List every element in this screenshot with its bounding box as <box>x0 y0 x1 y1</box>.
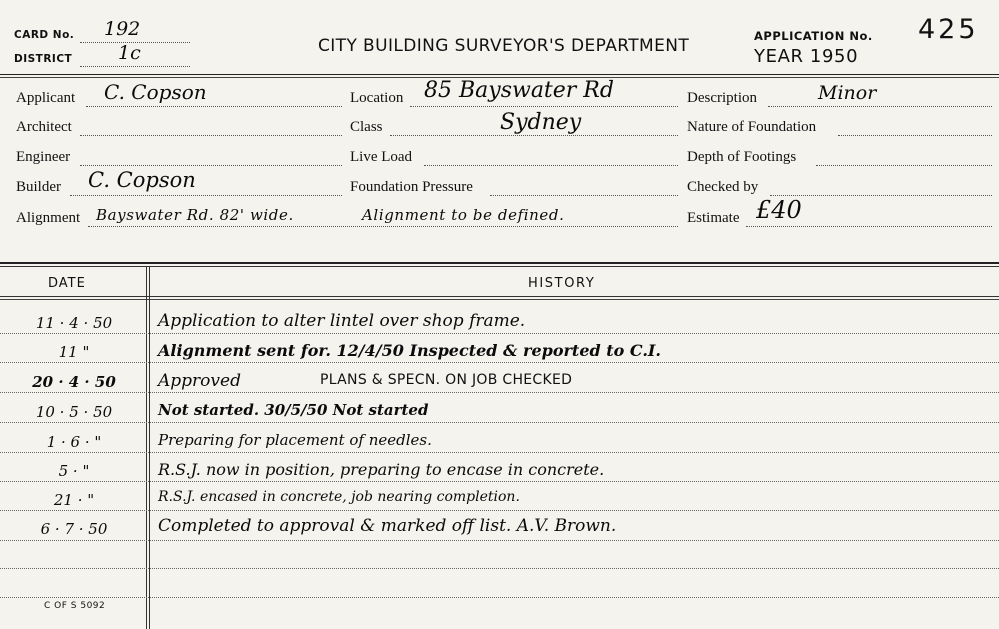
header-rule <box>0 74 999 75</box>
row-history: Not started. 30/5/50 Not started <box>158 401 429 419</box>
card-no-value: 192 <box>104 18 141 40</box>
applicant-value: C. Copson <box>104 80 207 104</box>
builder-line <box>70 195 342 196</box>
row-history: Completed to approval & marked off list. A.V. Brown. <box>158 516 617 536</box>
row-line <box>0 392 999 393</box>
form-code: C OF S 5092 <box>44 601 106 611</box>
estimate-value: £40 <box>756 196 802 224</box>
row-line <box>0 422 999 423</box>
column-divider <box>146 266 147 629</box>
district-value: 1c <box>118 42 141 64</box>
row-date: 21 · " <box>53 491 95 509</box>
footings-label: Depth of Footings <box>687 149 797 165</box>
row-history: Alignment sent for. 12/4/50 Inspected & reported to C.I. <box>158 341 661 360</box>
row-history: Approved <box>158 371 241 391</box>
row-line <box>0 481 999 482</box>
row-line <box>0 510 999 511</box>
row-date: 5 · " <box>58 462 90 480</box>
application-number: 425 <box>918 14 979 45</box>
foundation-label: Nature of Foundation <box>687 119 817 135</box>
alignment-note: Alignment to be defined. <box>362 206 565 224</box>
table-top-rule <box>0 262 999 264</box>
row-date: 1 · 6 · " <box>46 433 102 451</box>
application-label: APPLICATION No. <box>754 29 873 43</box>
estimate-line <box>746 226 992 227</box>
row-date: 10 · 5 · 50 <box>35 403 113 421</box>
row-line <box>0 540 999 541</box>
liveload-label: Live Load <box>350 149 413 165</box>
class-value: Sydney <box>500 110 582 135</box>
architect-label: Architect <box>16 119 72 135</box>
district-label: DISTRICT <box>14 53 73 65</box>
description-line <box>768 106 992 107</box>
row-history: Preparing for placement of needles. <box>158 431 432 449</box>
location-line <box>410 106 678 107</box>
applicant-line <box>86 106 342 107</box>
location-value: 85 Bayswater Rd <box>424 78 614 103</box>
row-line <box>0 597 999 598</box>
history-header: HISTORY <box>528 276 596 291</box>
column-divider-2 <box>149 266 150 629</box>
location-label: Location <box>350 90 404 106</box>
department-title: CITY BUILDING SURVEYOR'S DEPARTMENT <box>318 36 690 56</box>
class-label: Class <box>350 119 383 135</box>
pressure-line <box>490 195 678 196</box>
applicant-label: Applicant <box>16 90 76 106</box>
builder-label: Builder <box>16 179 61 195</box>
alignment-line <box>88 226 678 227</box>
plans-checked-stamp: PLANS & SPECN. ON JOB CHECKED <box>320 372 573 388</box>
description-value: Minor <box>818 82 877 104</box>
engineer-label: Engineer <box>16 149 71 165</box>
description-label: Description <box>687 90 757 106</box>
row-history: Application to alter lintel over shop frame. <box>158 311 526 331</box>
architect-line <box>80 135 342 136</box>
row-date: 6 · 7 · 50 <box>40 520 108 538</box>
year-label: YEAR 1950 <box>754 46 859 67</box>
row-date: 20 · 4 · 50 <box>32 373 116 391</box>
card-no-label: CARD No. <box>14 29 75 41</box>
row-date: 11 " <box>58 343 90 361</box>
class-line <box>390 135 678 136</box>
row-line <box>0 568 999 569</box>
row-history: R.S.J. now in position, preparing to encase in concrete. <box>158 460 605 479</box>
row-history: R.S.J. encased in concrete, job nearing completion. <box>158 489 520 505</box>
checked-line <box>770 195 992 196</box>
builder-value: C. Copson <box>88 168 196 192</box>
checked-label: Checked by <box>687 179 759 195</box>
row-line <box>0 362 999 363</box>
footings-line <box>816 165 992 166</box>
pressure-label: Foundation Pressure <box>350 179 473 195</box>
alignment-label: Alignment <box>16 210 81 226</box>
row-date: 11 · 4 · 50 <box>35 314 113 332</box>
liveload-line <box>424 165 678 166</box>
engineer-line <box>80 165 342 166</box>
estimate-label: Estimate <box>687 210 740 226</box>
row-line <box>0 333 999 334</box>
row-line <box>0 452 999 453</box>
date-header: DATE <box>48 276 86 291</box>
alignment-value: Bayswater Rd. 82' wide. <box>96 206 294 224</box>
foundation-line <box>838 135 992 136</box>
district-line <box>80 66 190 67</box>
